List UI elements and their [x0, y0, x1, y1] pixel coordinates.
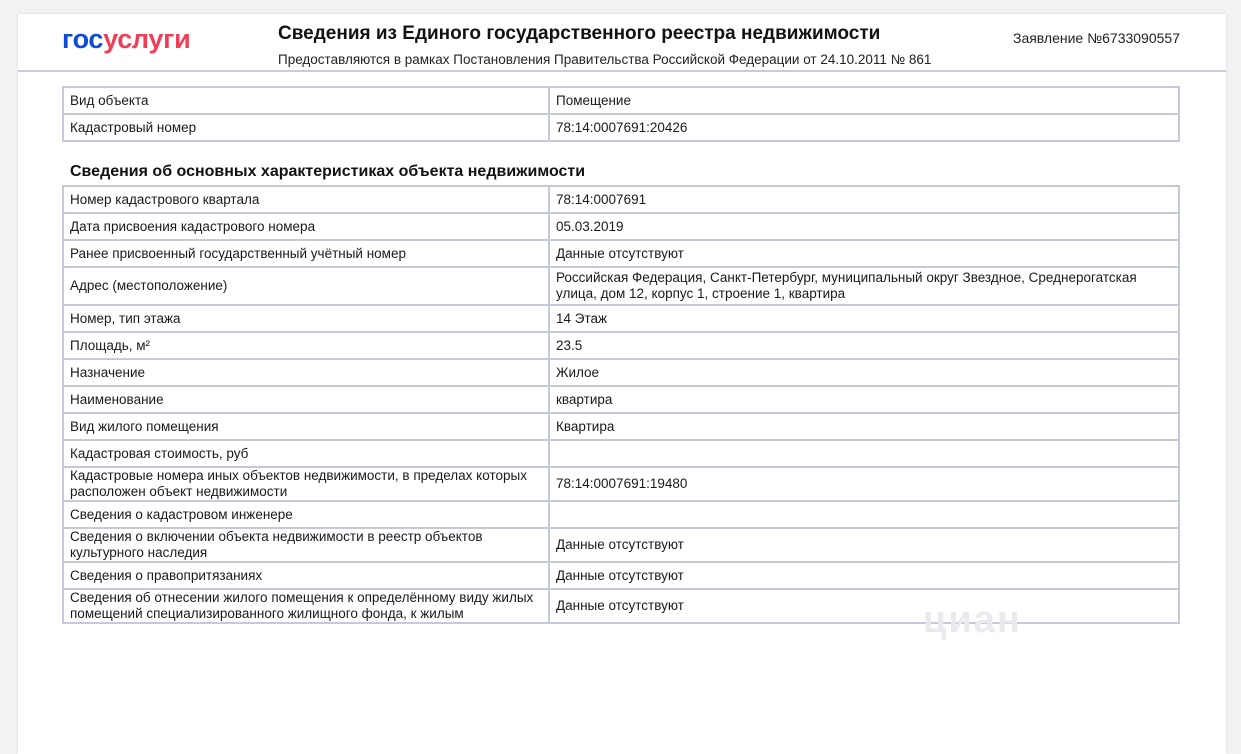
- row-label: Номер кадастрового квартала: [63, 186, 549, 213]
- row-value: 78:14:0007691:19480: [549, 467, 1179, 501]
- table-row: [63, 562, 1179, 589]
- table-row: [63, 186, 1179, 213]
- row-value: [549, 501, 1179, 528]
- object-table: [62, 86, 1180, 142]
- table-row: [63, 501, 1179, 528]
- row-value: Жилое: [549, 359, 1179, 386]
- watermark: циан: [923, 599, 1022, 641]
- document-subtitle: Предоставляются в рамках Постановления Правительства Российской Федерации от 24.10.2011 № 861: [278, 52, 932, 67]
- row-label: Сведения об отнесении жилого помещения к определённому виду жилых помещений специализированного жилищного фонда, к жилым: [63, 589, 549, 623]
- row-value: Данные отсутствуют: [549, 562, 1179, 589]
- row-label: Вид объекта: [63, 87, 549, 114]
- table-row: [63, 467, 1179, 501]
- document-header: [18, 14, 1226, 72]
- row-value: 78:14:0007691:20426: [549, 114, 1179, 141]
- row-value: Помещение: [549, 87, 1179, 114]
- row-label: Номер, тип этажа: [63, 305, 549, 332]
- row-label: Площадь, м²: [63, 332, 549, 359]
- gosuslugi-logo: [62, 24, 190, 55]
- row-value: [549, 440, 1179, 467]
- table-row: [63, 114, 1179, 141]
- row-value: Данные отсутствуют: [549, 528, 1179, 562]
- row-value: Российская Федерация, Санкт-Петербург, муниципальный округ Звездное, Среднерогатская улица, дом 12, корпус 1, строение 1, квартира: [549, 267, 1179, 305]
- row-value: 14 Этаж: [549, 305, 1179, 332]
- table-row: [63, 359, 1179, 386]
- table-row: [63, 87, 1179, 114]
- row-label: Кадастровый номер: [63, 114, 549, 141]
- row-value: 78:14:0007691: [549, 186, 1179, 213]
- page-bottom-blank: [62, 651, 1180, 751]
- table-row: [63, 440, 1179, 467]
- row-label: Наименование: [63, 386, 549, 413]
- row-label: Назначение: [63, 359, 549, 386]
- section-title: Сведения об основных характеристиках объекта недвижимости: [70, 163, 586, 180]
- row-label: Адрес (местоположение): [63, 267, 549, 305]
- table-row: [63, 213, 1179, 240]
- row-value: 23.5: [549, 332, 1179, 359]
- document-title: Сведения из Единого государственного реестра недвижимости: [278, 23, 881, 44]
- document-page: [18, 14, 1226, 754]
- row-label: Кадастровая стоимость, руб: [63, 440, 549, 467]
- table-row: [63, 332, 1179, 359]
- row-label: Сведения о правопритязаниях: [63, 562, 549, 589]
- characteristics-table: [62, 185, 1180, 624]
- table-row: [63, 305, 1179, 332]
- row-value: 05.03.2019: [549, 213, 1179, 240]
- table-row: [63, 267, 1179, 305]
- row-value: Данные отсутствуют: [549, 589, 1179, 623]
- logo-part-uslugi: услуги: [103, 24, 191, 54]
- row-label: Сведения о включении объекта недвижимости в реестр объектов культурного наследия: [63, 528, 549, 562]
- table-row: [63, 386, 1179, 413]
- row-value: Данные отсутствуют: [549, 240, 1179, 267]
- application-number: Заявление №6733090557: [1012, 30, 1180, 46]
- row-label: Ранее присвоенный государственный учётный номер: [63, 240, 549, 267]
- row-value: квартира: [549, 386, 1179, 413]
- table-row: [63, 413, 1179, 440]
- table-row: [63, 240, 1179, 267]
- row-label: Кадастровые номера иных объектов недвижимости, в пределах которых расположен объект недвижимости: [63, 467, 549, 501]
- row-label: Дата присвоения кадастрового номера: [63, 213, 549, 240]
- logo-part-gos: гос: [62, 24, 104, 54]
- table-row: [63, 528, 1179, 562]
- row-label: Вид жилого помещения: [63, 413, 549, 440]
- row-label: Сведения о кадастровом инженере: [63, 501, 549, 528]
- row-value: Квартира: [549, 413, 1179, 440]
